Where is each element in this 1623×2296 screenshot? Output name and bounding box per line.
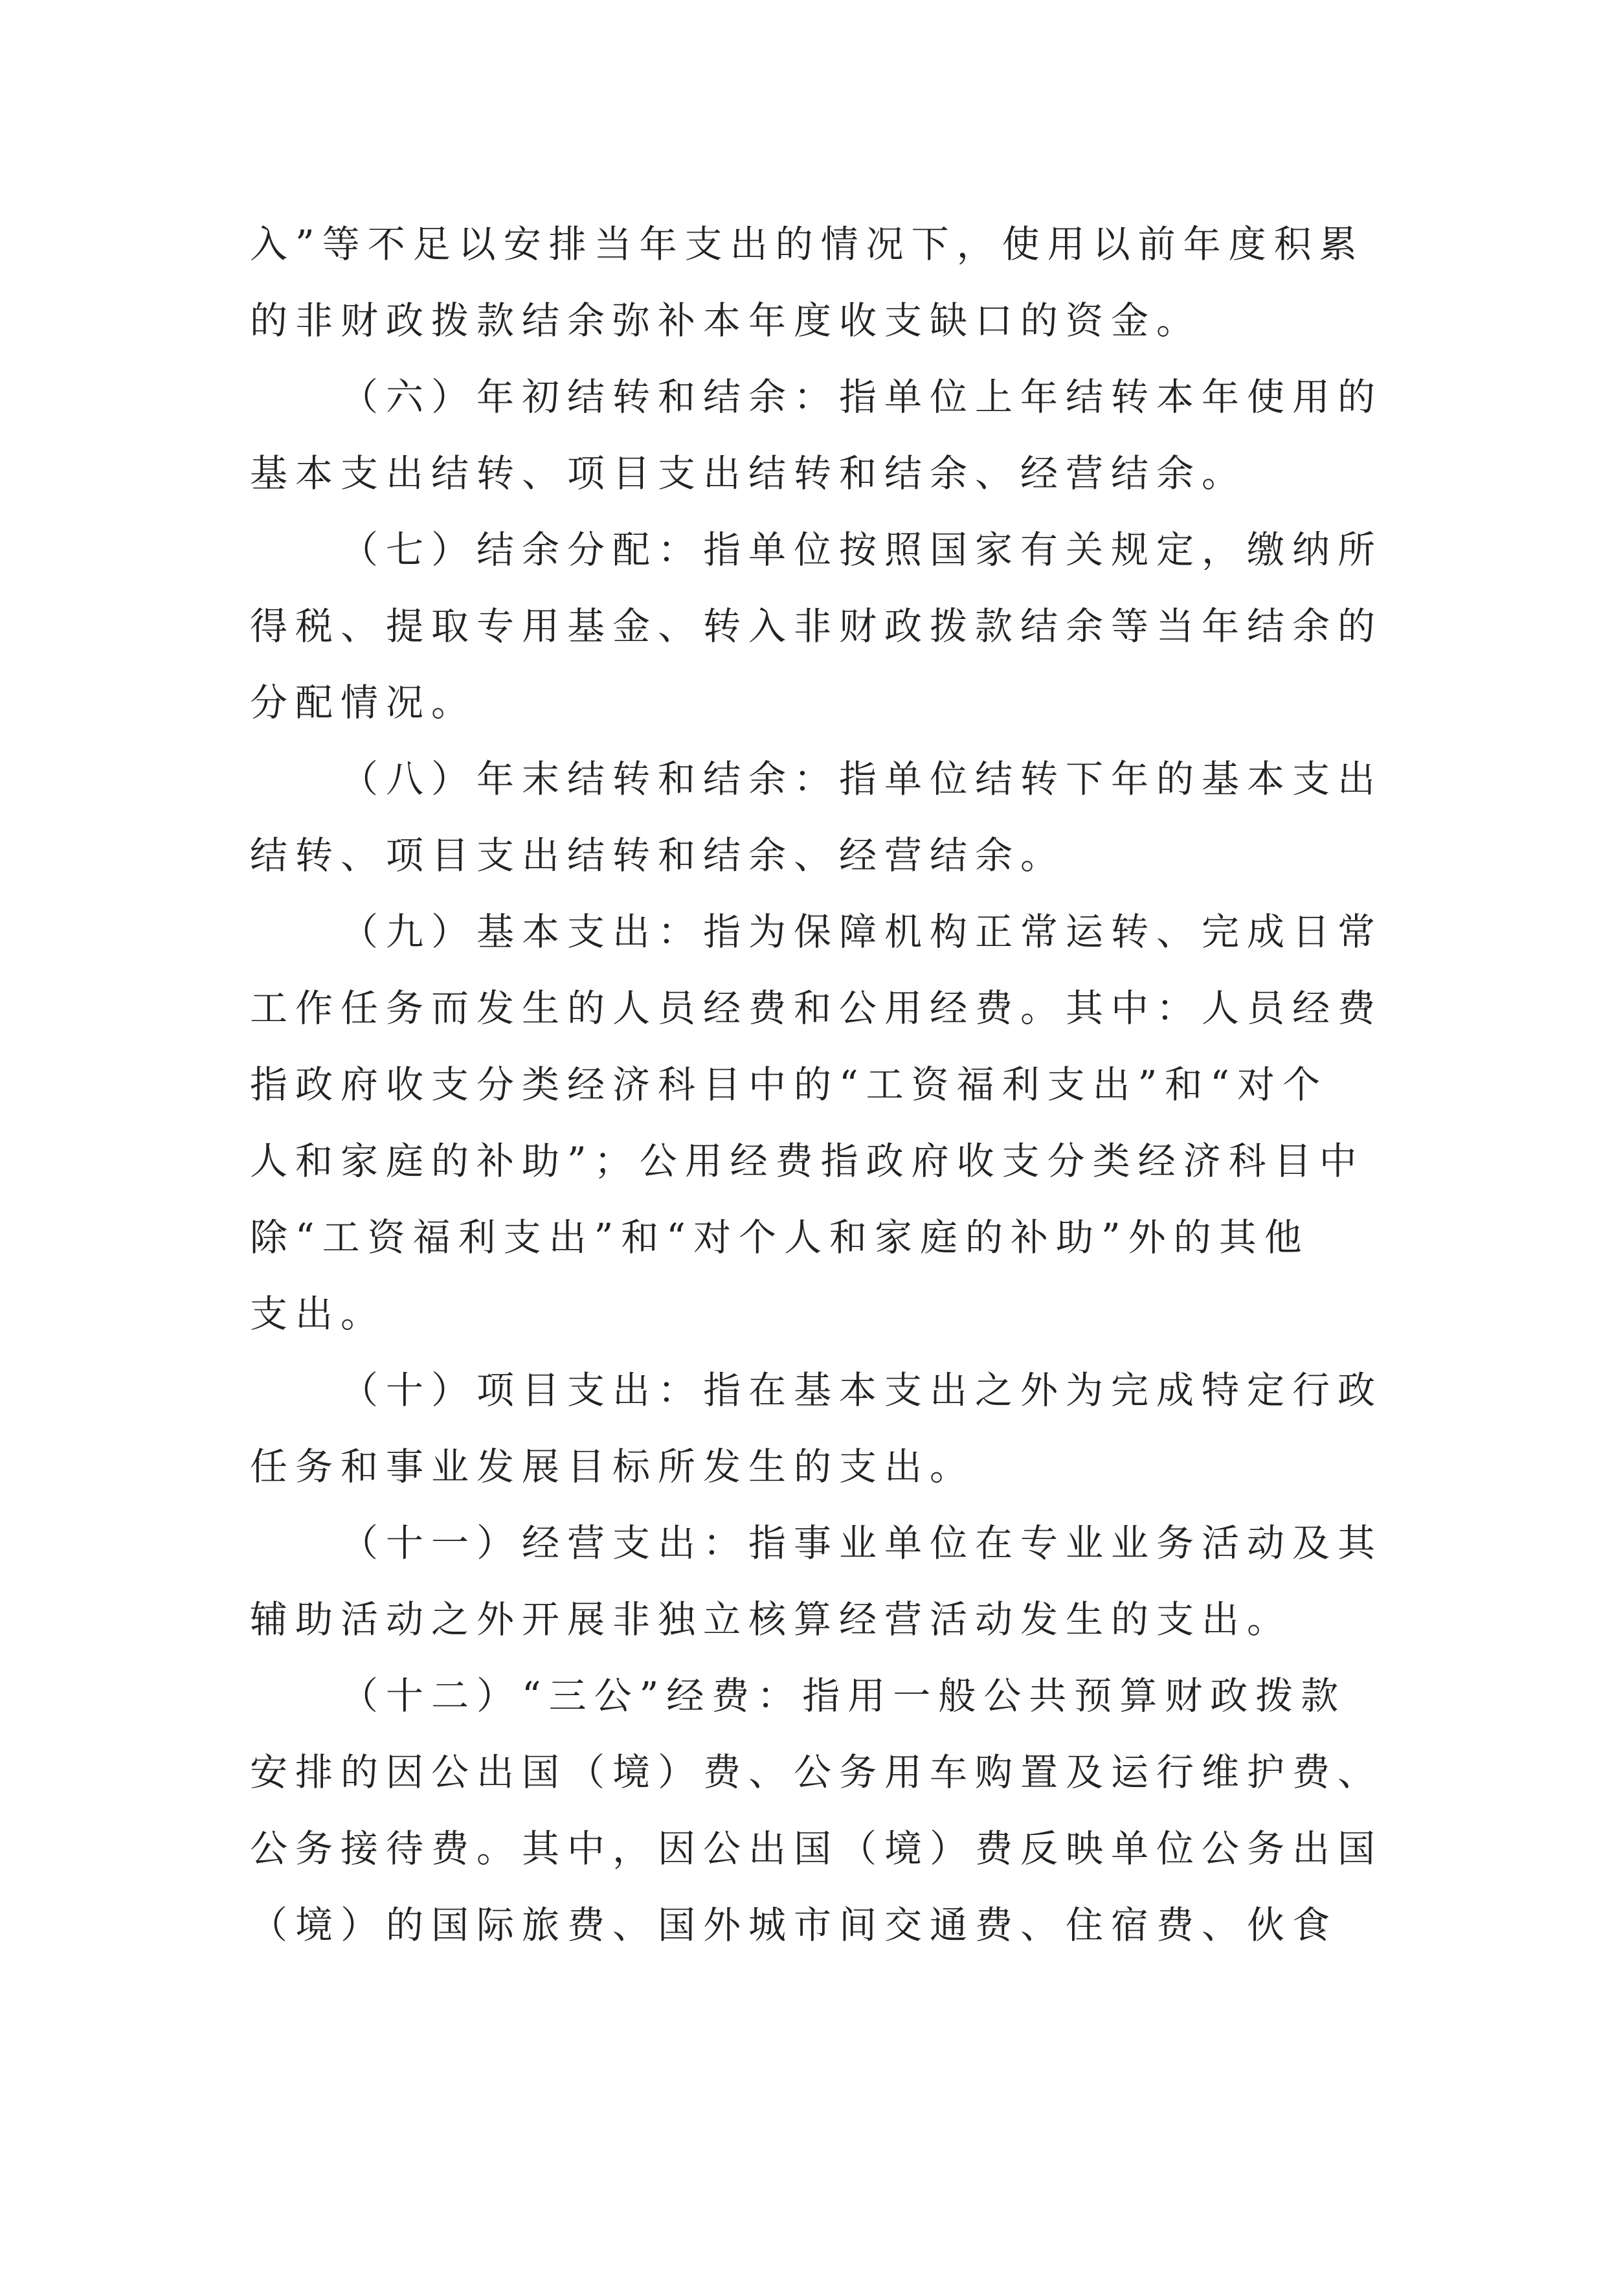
paragraph-item-12: [250, 1658, 1383, 1963]
paragraph-item-9: [250, 894, 1383, 1352]
text-line: 除“工资福利支出”和“对个人和家庭的补助”外的其他: [250, 1215, 1310, 1259]
text-line: 安排的因公出国（境）费、公务用车购置及运行维护费、: [250, 1750, 1383, 1794]
text-line: （十一）经营支出：指事业单位在专业业务活动及其: [341, 1521, 1383, 1565]
paragraph-item-6: [250, 359, 1383, 512]
text-line: 公务接待费。其中，因公出国（境）费反映单位公务出国: [250, 1827, 1383, 1871]
text-line: （境）的国际旅费、国外城市间交通费、住宿费、伙食: [250, 1903, 1338, 1947]
text-line: （九）基本支出：指为保障机构正常运转、完成日常: [341, 910, 1383, 954]
text-line: 人和家庭的补助”；公用经费指政府收支分类经济科目中: [250, 1139, 1365, 1183]
text-line: 基本支出结转、项目支出结转和结余、经营结余。: [250, 451, 1248, 495]
paragraph-continuation: [250, 206, 1376, 359]
paragraph-item-10: [250, 1352, 1383, 1505]
text-line: （七）结余分配：指单位按照国家有关规定，缴纳所: [341, 528, 1383, 572]
text-line: （六）年初结转和结余：指单位上年结转本年使用的: [341, 375, 1383, 419]
text-line: 分配情况。: [250, 681, 477, 725]
text-line: （八）年末结转和结余：指单位结转下年的基本支出: [341, 757, 1383, 801]
text-line: 的非财政拨款结余弥补本年度收支缺口的资金。: [250, 298, 1202, 343]
paragraph-item-8: [250, 741, 1383, 894]
paragraph-item-7: [250, 512, 1383, 741]
text-line: 得税、提取专用基金、转入非财政拨款结余等当年结余的: [250, 604, 1383, 648]
text-line: 指政府收支分类经济科目中的“工资福利支出”和“对个: [250, 1063, 1328, 1107]
text-line: （十二）“三公”经费：指用一般公共预算财政拨款: [341, 1674, 1347, 1718]
text-line: 入”等不足以安排当年支出的情况下，使用以前年度积累: [250, 222, 1365, 266]
text-line: 任务和事业发展目标所发生的支出。: [250, 1445, 976, 1489]
text-line: 工作任务而发生的人员经费和公用经费。其中：人员经费: [250, 986, 1383, 1030]
text-line: 结转、项目支出结转和结余、经营结余。: [250, 833, 1066, 877]
paragraph-item-11: [250, 1505, 1383, 1658]
text-line: 辅助活动之外开展非独立核算经营活动发生的支出。: [250, 1597, 1293, 1641]
document-body: [250, 206, 1383, 1963]
text-line: （十）项目支出：指在基本支出之外为完成特定行政: [341, 1368, 1383, 1412]
text-line: 支出。: [250, 1292, 386, 1336]
